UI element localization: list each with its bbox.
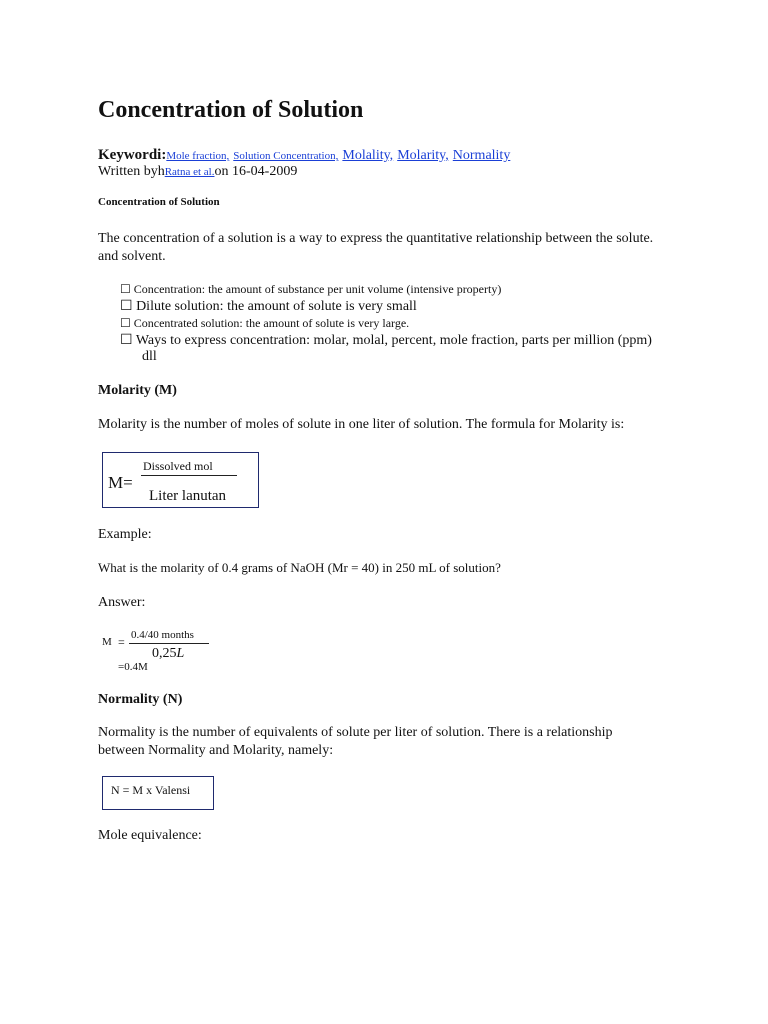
formula-lhs: M= <box>108 473 133 492</box>
intro-paragraph: The concentration of a solution is a way to express the quantitative relationship between the solute. and solvent. <box>98 231 654 264</box>
keyword-link-mole-fraction[interactable]: Mole fraction, <box>166 150 230 162</box>
answer-denominator: 0,25L <box>152 646 185 661</box>
written-by-prefix: Written byh <box>98 164 165 179</box>
keywords-line <box>98 146 544 164</box>
checkbox-icon: ☐ <box>120 333 133 348</box>
list-item: ☐ Ways to express concentration: molar, molal, percent, mole fraction, parts per million (ppm) <box>120 333 652 348</box>
example-label: Example: <box>98 527 152 542</box>
molarity-heading: Molarity (M) <box>98 383 177 398</box>
fraction-bar <box>141 475 237 476</box>
checkbox-icon: ☐ <box>120 299 133 314</box>
answer-result: =0.4M <box>118 661 148 673</box>
normality-formula: N = M x Valensi <box>111 783 191 797</box>
section-heading: Concentration of Solution <box>98 196 220 208</box>
mole-equivalence-label: Mole equivalence: <box>98 828 202 843</box>
molarity-formula-box <box>102 452 259 508</box>
keyword-link-molality[interactable]: Molality, <box>342 148 394 163</box>
keyword-link-solution-concentration[interactable]: Solution Concentration, <box>233 150 339 162</box>
list-item: ☐ Concentration: the amount of substance per unit volume (intensive property) <box>120 282 502 296</box>
bullet-tail: dll <box>142 349 157 364</box>
answer-equals: = <box>118 635 125 649</box>
answer-label: Answer: <box>98 595 146 610</box>
list-item: ☐ Dilute solution: the amount of solute is very small <box>120 299 417 314</box>
keyword-link-normality[interactable]: Normality <box>452 148 511 163</box>
formula-denominator: Liter lanutan <box>149 488 227 504</box>
checkbox-icon: ☐ <box>120 316 131 330</box>
checkbox-icon: ☐ <box>120 282 131 296</box>
author-line <box>98 163 297 181</box>
fraction-bar <box>129 643 209 644</box>
answer-numerator: 0.4/40 months <box>131 629 194 641</box>
author-link[interactable]: Ratna et al. <box>164 166 215 178</box>
molarity-definition: Molarity is the number of moles of solute in one liter of solution. The formula for Molarity is: <box>98 417 625 432</box>
keyword-link-molarity[interactable]: Molarity, <box>397 148 449 163</box>
normality-formula-box <box>102 776 214 810</box>
normality-heading: Normality (N) <box>98 692 183 707</box>
publish-date: on 16-04-2009 <box>214 164 298 179</box>
answer-lhs: M <box>102 636 112 648</box>
answer-formula <box>98 620 238 676</box>
example-question: What is the molarity of 0.4 grams of NaOH (Mr = 40) in 250 mL of solution? <box>98 560 501 575</box>
normality-definition: Normality is the number of equivalents of solute per liter of solution. There is a relationship between Normality and Molarity, namely: <box>98 725 613 758</box>
keywords-label: Keywordi: <box>98 147 167 163</box>
formula-numerator: Dissolved mol <box>143 459 213 473</box>
page-title: Concentration of Solution <box>98 97 364 123</box>
list-item: ☐ Concentrated solution: the amount of solute is very large. <box>120 316 410 330</box>
